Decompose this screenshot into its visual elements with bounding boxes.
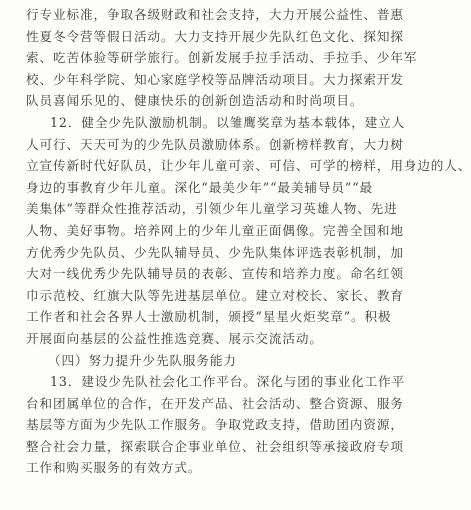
text-line: 工作者和社会各界人士激励机制，颁授“星星火炬奖章”。积极: [26, 309, 392, 325]
text-line: 行专业标准，争取各级财政和社会支持，大力开展公益性、普惠: [26, 7, 404, 22]
text-line: 校、少年科学院、知心家庭学校等品牌活动项目。大力探索开发: [26, 71, 404, 87]
text-line: 美集体”等群众性推荐活动，引领少年儿童学习英雄人物、先进: [26, 201, 398, 217]
text-line: 整合社会力量，探索联合企事业单位、社会组织等承接政府专项: [26, 438, 404, 454]
text-line: 人物、美好事物。培养网上的少年儿童正面偶像。完善全国和地: [26, 222, 404, 238]
text-line: 工作和购买服务的有效方式。: [26, 460, 202, 476]
paragraph-13: [26, 371, 420, 479]
text-line: 性夏冬令营等假日活动。大力支持开展少先队红色文化、探知探: [26, 28, 404, 44]
paragraph-11-continuation: [26, 4, 420, 112]
text-line: 身边的事教育少年儿童。深化“最美少年”“最美辅导员”“最: [26, 179, 374, 195]
text-line: 台和团属单位的合作，在开发产品、社会活动、整合资源、服务: [26, 395, 404, 411]
section-heading: （四）努力提升少先队服务能力: [48, 352, 237, 368]
text-line: 12．健全少先队激励机制。以雏鹰奖章为基本载体，建立人: [50, 114, 406, 130]
paragraph-12: [26, 112, 471, 350]
text-line: 开展面向基层的公益性推选竞赛、展示交流活动。: [26, 330, 323, 346]
text-line: 巾示范校、红旗大队等先进基层单位。建立对校长、家长、教育: [26, 287, 404, 303]
text-line: 13．建设少先队社会化工作平台。深化与团的事业化工作平: [50, 374, 406, 390]
text-line: 方优秀少先队员、少先队辅导员、少先队集体评选表彰机制，加: [26, 244, 404, 260]
text-line: 立宣传新时代好队员，让少年儿童可亲、可信、可学的榜样，用身边的人、: [26, 158, 471, 174]
text-line: 基层等方面为少先队工作服务。争取党政支持，借助团内资源，: [26, 417, 404, 433]
text-line: 队员喜闻乐见的、健康快乐的创新创造活动和时尚项目。: [26, 93, 364, 109]
text-line: 大对一线优秀少先队辅导员的表彰、宣传和培养力度。命名红领: [26, 266, 404, 282]
text-line: 索、吃苦体验等研学旅行。创新发展手拉手活动、手拉手、少年军: [26, 50, 418, 66]
text-line: 人可行、天天可为的少先队员激励体系。创新榜样教育，大力树: [26, 136, 404, 152]
